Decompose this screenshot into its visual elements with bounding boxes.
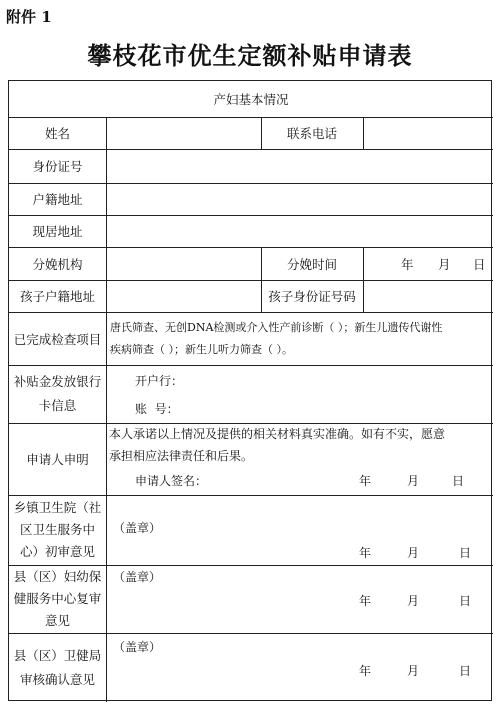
delivery-time-label: 分娩时间 [286,256,337,272]
phone-label: 联系电话 [286,126,337,141]
residence-label: 现居地址 [32,224,83,239]
page-title: 攀枝花市优生定额补贴申请表 [87,41,413,70]
day-label: 日 [459,546,472,560]
name-label: 姓名 [44,126,70,141]
day-label: 日 [452,474,465,488]
day-label: 日 [459,594,472,608]
seal-text: （盖章） [113,640,162,654]
seal-text: （盖章） [113,521,162,535]
year-label: 年 [359,546,372,560]
year-label: 年 [359,664,372,678]
county-mch-review-label: 县（区）妇幼保 健服务中心复审 意见 [13,569,102,628]
child-id-label: 孩子身份证号码 [268,289,356,304]
bank-name-field[interactable]: 开户行： [135,374,184,388]
month-label: 月 [407,546,420,560]
account-field[interactable]: 账 号： [135,402,179,416]
month-label: 月 [438,256,451,272]
year-label: 年 [359,474,372,488]
section-title: 产妇基本情况 [213,92,289,107]
applicant-label: 申请人申明 [26,452,89,467]
year-label: 年 [401,256,414,272]
hukou-label: 户籍地址 [32,192,83,207]
seal-text: （盖章） [113,570,162,584]
applicant-signature[interactable]: 申请人签名： [135,474,208,488]
month-label: 月 [407,594,420,608]
declaration-text: 本人承诺以上情况及提供的相关材料真实准确。如有不实，愿意 承担相应法律责任和后果。 [109,427,446,463]
hospital-label: 分娩机构 [32,256,83,272]
id-label: 身份证号 [32,159,83,174]
hospital-field[interactable] [106,247,261,280]
county-health-review-label: 县（区）卫健局 审核确认意见 [13,647,102,687]
child-id-field[interactable] [363,280,493,312]
name-field[interactable] [106,117,261,149]
township-review-label: 乡镇卫生院（社 区卫生服务中 心）初审意见 [13,500,102,559]
child-hukou-label: 孩子户籍地址 [19,289,95,304]
residence-field[interactable] [106,215,493,247]
application-form-table [8,80,492,701]
hukou-field[interactable] [106,183,493,215]
day-label: 日 [459,664,472,678]
checks-label: 已完成检查项目 [13,331,102,347]
child-hukou-field[interactable] [106,280,261,312]
phone-field[interactable] [363,117,493,149]
year-label: 年 [359,594,372,608]
attachment-label: 附件 1 [6,8,52,26]
delivery-date-field[interactable] [363,247,493,280]
checks-text: 唐氏筛查、无创DNA检测或介入性产前诊断（ ）；新生儿遗传代谢性 疾病筛查（ ）；新生儿听力筛查（ ）。 [110,321,443,356]
month-label: 月 [407,664,420,678]
id-field[interactable] [106,149,493,183]
month-label: 月 [407,474,420,488]
day-label: 日 [473,256,486,272]
bank-label: 补贴金发放银行 卡信息 [13,374,102,413]
